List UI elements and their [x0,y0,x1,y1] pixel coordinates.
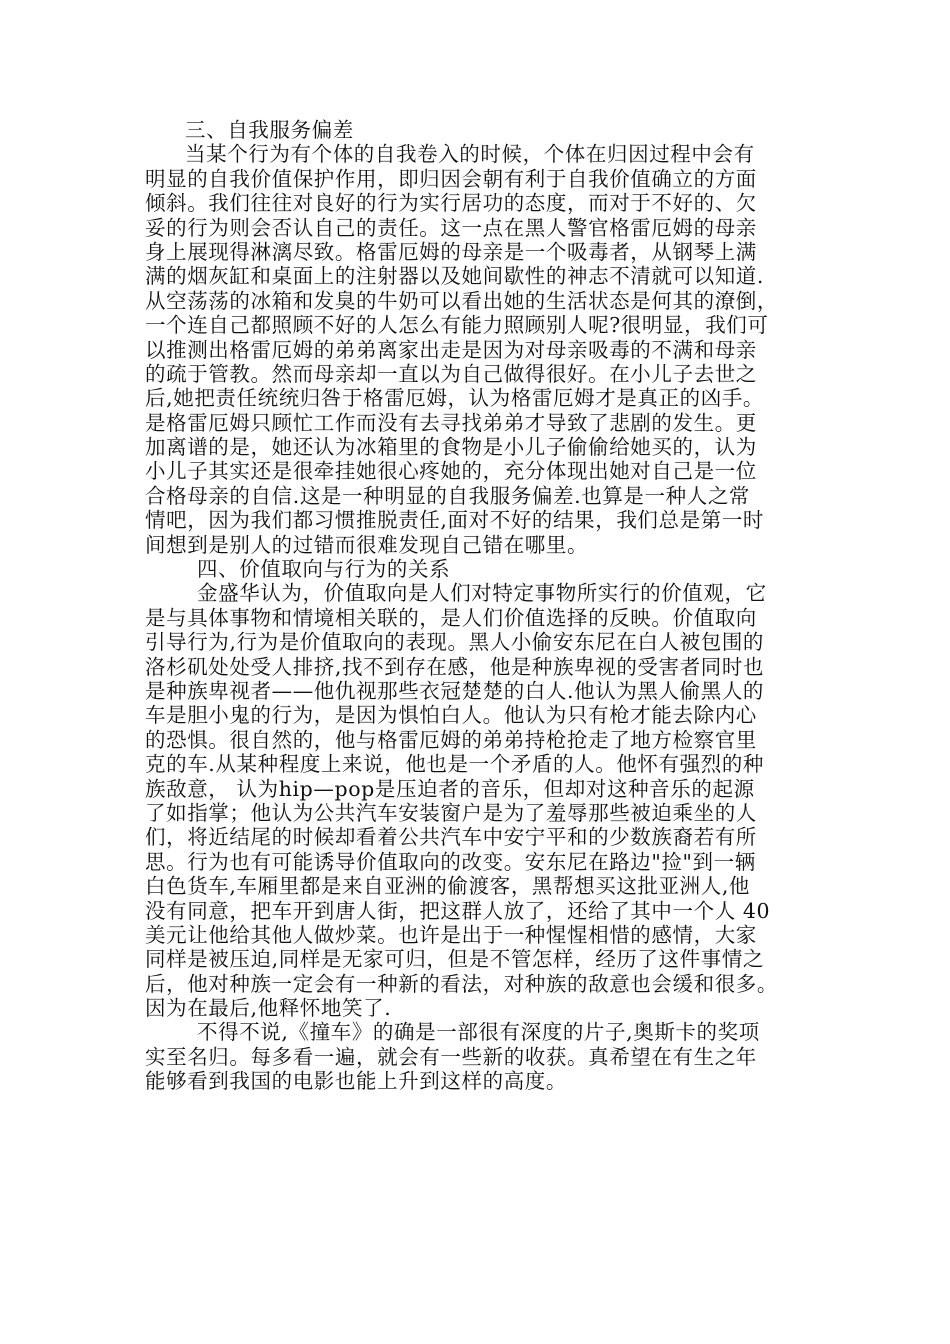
text-line: 金盛华认为，价值取向是人们对特定事物所实行的价值观，它 [197,581,767,606]
text-line: 从空荡荡的冰箱和发臭的牛奶可以看出她的生活状态是何其的潦倒， [145,288,778,313]
text-line: 妥的行为则会否认自己的责任。这一点在黑人警官格雷厄姆的母亲 [145,215,757,240]
text-line: 明显的自我价值保护作用，即归因会朝有利于自我价值确立的方面 [145,166,757,191]
text-line: 加离谱的是，她还认为冰箱里的食物是小儿子偷偷给她买的，认为 [145,435,757,460]
text-line: 一个连自己都照顾不好的人怎么有能力照顾别人呢?很明显，我们可 [145,313,769,338]
text-line: 同样是被压迫,同样是无家可归，但是不管怎样，经历了这件事情之 [145,947,765,972]
text-line: 美元让他给其他人做炒菜。也许是出于一种惺惺相惜的感情，大家 [145,922,757,947]
text-line: 后，他对种族一定会有一种新的看法，对种族的敌意也会缓和很多。 [145,971,778,996]
text-line: 的疏于管教。然而母亲却一直以为自己做得很好。在小儿子去世之 [145,361,757,386]
text-line: 间想到是别人的过错而很难发现自己错在哪里。 [145,532,589,557]
text-line: 倾斜。我们往往对良好的行为实行居功的态度，而对于不好的、欠 [145,191,757,216]
text-line: 是与具体事物和情境相关联的，是人们价值选择的反映。价值取向 [145,605,757,630]
text-line: 身上展现得淋漓尽致。格雷厄姆的母亲是一个吸毒者，从钢琴上满 [145,239,757,264]
text-line: 不得不说,《撞车》的确是一部很有深度的片子,奥斯卡的奖项 [197,1020,760,1045]
text-line: 是格雷厄姆只顾忙工作而没有去寻找弟弟才导致了悲剧的发生。更 [145,410,757,435]
text-line: 情吧，因为我们都习惯推脱责任,面对不好的结果，我们总是第一时 [145,508,765,533]
text-line: 了如指掌；他认为公共汽车安装窗户是为了羞辱那些被迫乘坐的人 [145,800,757,825]
text-line: 实至名归。每多看一遍，就会有一些新的收获。真希望在有生之年 [145,1044,757,1069]
section-self-serving-bias-body [145,142,820,557]
text-line: 以推测出格雷厄姆的弟弟离家出走是因为对母亲吸毒的不满和母亲 [145,337,757,362]
text-line: 小儿子其实还是很牵挂她很心疼她的，充分体现出她对自己是一位 [145,459,757,484]
text-line: 没有同意，把车开到唐人街，把这群人放了，还给了其中一个人 40 [145,898,771,923]
text-line: 白色货车,车厢里都是来自亚洲的偷渡客，黑帮想买这批亚洲人,他 [145,874,751,899]
document-page [145,118,820,1094]
text-line: 们，将近结尾的时候却看着公共汽车中安宁平和的少数族裔若有所 [145,825,757,850]
text-line: 思。行为也有可能诱导价值取向的改变。安东尼在路边"捡"到一辆 [145,849,756,874]
text-line: 合格母亲的自信.这是一种明显的自我服务偏差.也算是一种人之常 [145,483,751,508]
text-line: 车是胆小鬼的行为，是因为惧怕白人。他认为只有枪才能去除内心 [145,703,757,728]
text-line: 的恐惧。很自然的，他与格雷厄姆的弟弟持枪抢走了地方检察官里 [145,727,757,752]
text-line: 因为在最后,他释怀地笑了. [145,996,392,1021]
text-line: 克的车.从某种程度上来说，他也是一个矛盾的人。他怀有强烈的种 [145,752,765,777]
text-line: 引导行为,行为是价值取向的表现。黑人小偷安东尼在白人被包围的 [145,630,765,655]
section-heading-self-serving-bias: 三、自我服务偏差 [185,118,354,142]
conclusion-paragraph [145,1020,820,1093]
section-heading-value-orientation: 四、价值取向与行为的关系 [197,557,451,582]
text-line: 满的烟灰缸和桌面上的注射器以及她间歇性的神志不清就可以知道. [145,264,765,289]
text-line: 后,她把责任统统归咎于格雷厄姆，认为格雷厄姆才是真正的凶手。 [145,386,765,411]
text-line: 能够看到我国的电影也能上升到这样的高度。 [145,1069,567,1094]
section-value-orientation-body [145,581,820,1020]
text-line: 是种族卑视者——他仇视那些衣冠楚楚的白人.他认为黑人偷黑人的 [145,678,765,703]
text-line: 当某个行为有个体的自我卷入的时候，个体在归因过程中会有 [185,142,755,167]
text-line: 族敌意， 认为hip—pop是压迫者的音乐，但却对这种音乐的起源 [145,776,755,801]
text-line: 洛杉矶处处受人排挤,找不到存在感，他是种族卑视的受害者同时也 [145,654,765,679]
